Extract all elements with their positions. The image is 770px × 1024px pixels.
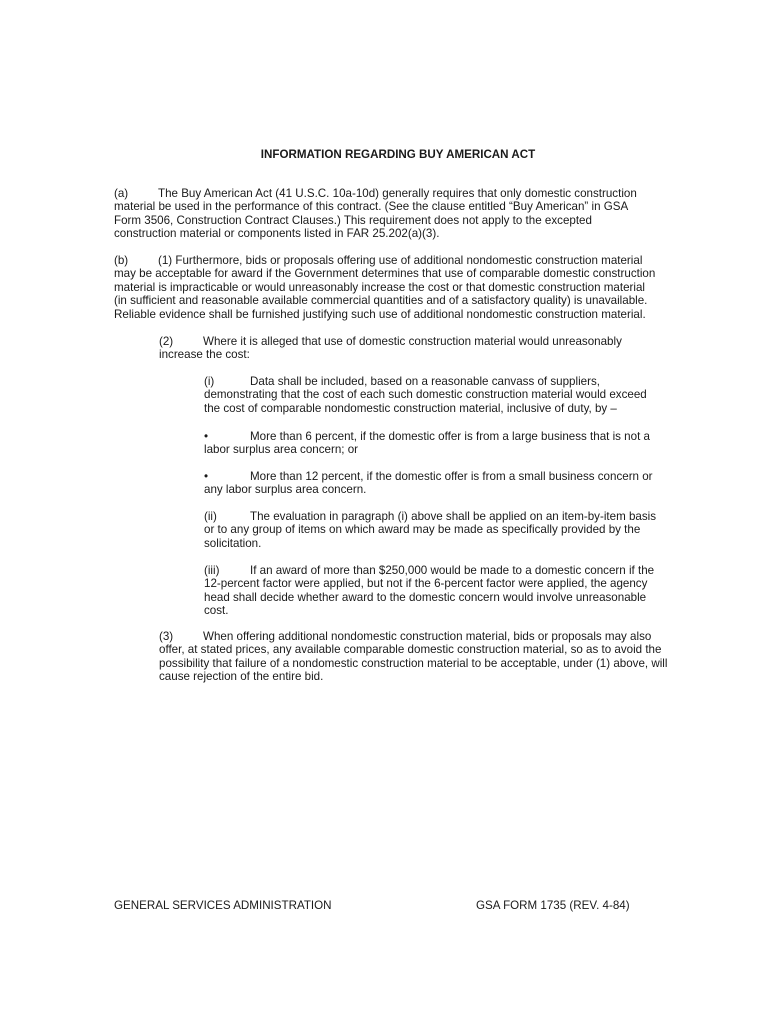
- bullet-item-6-percent: [204, 430, 654, 457]
- paragraph-text: If an award of more than $250,000 would be made to a domestic concern if the 12-percent factor were applied, but not if the 6-percent factor were applied, the agency head shall decide whether award to the domestic concern would involve unreasonable cost.: [204, 564, 655, 618]
- paragraph-b-2-ii: [204, 510, 664, 550]
- paragraph-b-2-i: [204, 375, 664, 415]
- bullet-text: More than 6 percent, if the domestic offer is from a large business that is not a labor surplus area concern; or: [204, 430, 650, 457]
- paragraph-text: The evaluation in paragraph (i) above shall be applied on an item-by-item basis or to any group of items on which award may be made as specifically provided by the solicitation.: [204, 510, 657, 550]
- bullet-icon: •: [204, 470, 209, 483]
- paragraph-a: [114, 187, 654, 241]
- paragraph-label: (ii): [204, 510, 217, 523]
- paragraph-b-2-iii: [204, 564, 664, 618]
- paragraph-text: Where it is alleged that use of domestic construction material would unreasonably increase the cost:: [159, 335, 622, 362]
- paragraph-label: (b): [114, 254, 129, 267]
- paragraph-b: [114, 254, 660, 321]
- paragraph-b-2: [159, 335, 629, 362]
- paragraph-text: (1) Furthermore, bids or proposals offering use of additional nondomestic construction material may be acceptable for award if the Government determines that use of comparable domestic construction material is impracticable or would unreasonably increase the cost or that domestic construction material (in sufficient and reasonable available commercial quantities and of a satisfactory quality) is unavailable. Reliable evidence shall be furnished justifying such use of additional nondomestic construction material.: [114, 254, 656, 321]
- page-title: INFORMATION REGARDING BUY AMERICAN ACT: [260, 148, 536, 161]
- paragraph-text: The Buy American Act (41 U.S.C. 10a-10d) generally requires that only domestic construction material be used in the performance of this contract. (See the clause entitled “Buy American” in GSA Form 3506, Construction Contract Clauses.) This requirement does not apply to the excepted construction material or components listed in FAR 25.202(a)(3).: [114, 187, 637, 241]
- paragraph-label: (i): [204, 375, 215, 388]
- footer-agency: GENERAL SERVICES ADMINISTRATION: [114, 899, 332, 912]
- paragraph-label: (2): [159, 335, 174, 348]
- footer-form-number: GSA FORM 1735 (REV. 4-84): [476, 899, 630, 912]
- bullet-text: More than 12 percent, if the domestic offer is from a small business concern or any labor surplus area concern.: [204, 470, 653, 497]
- paragraph-label: (iii): [204, 564, 220, 577]
- paragraph-label: (3): [159, 630, 174, 643]
- bullet-icon: •: [204, 430, 209, 443]
- paragraph-text: When offering additional nondomestic construction material, bids or proposals may also offer, at stated prices, any available comparable domestic construction material, so as to avoid the possibility that failure of a nondomestic construction material to be acceptable, under (1) above, will cause rejection of the entire bid.: [159, 630, 668, 684]
- paragraph-text: Data shall be included, based on a reasonable canvass of suppliers, demonstrating that the cost of each such domestic construction material would exceed the cost of comparable nondomestic construction material, inclusive of duty, by –: [204, 375, 647, 415]
- paragraph-label: (a): [114, 187, 129, 200]
- paragraph-b-3: [159, 630, 669, 684]
- bullet-item-12-percent: [204, 470, 654, 497]
